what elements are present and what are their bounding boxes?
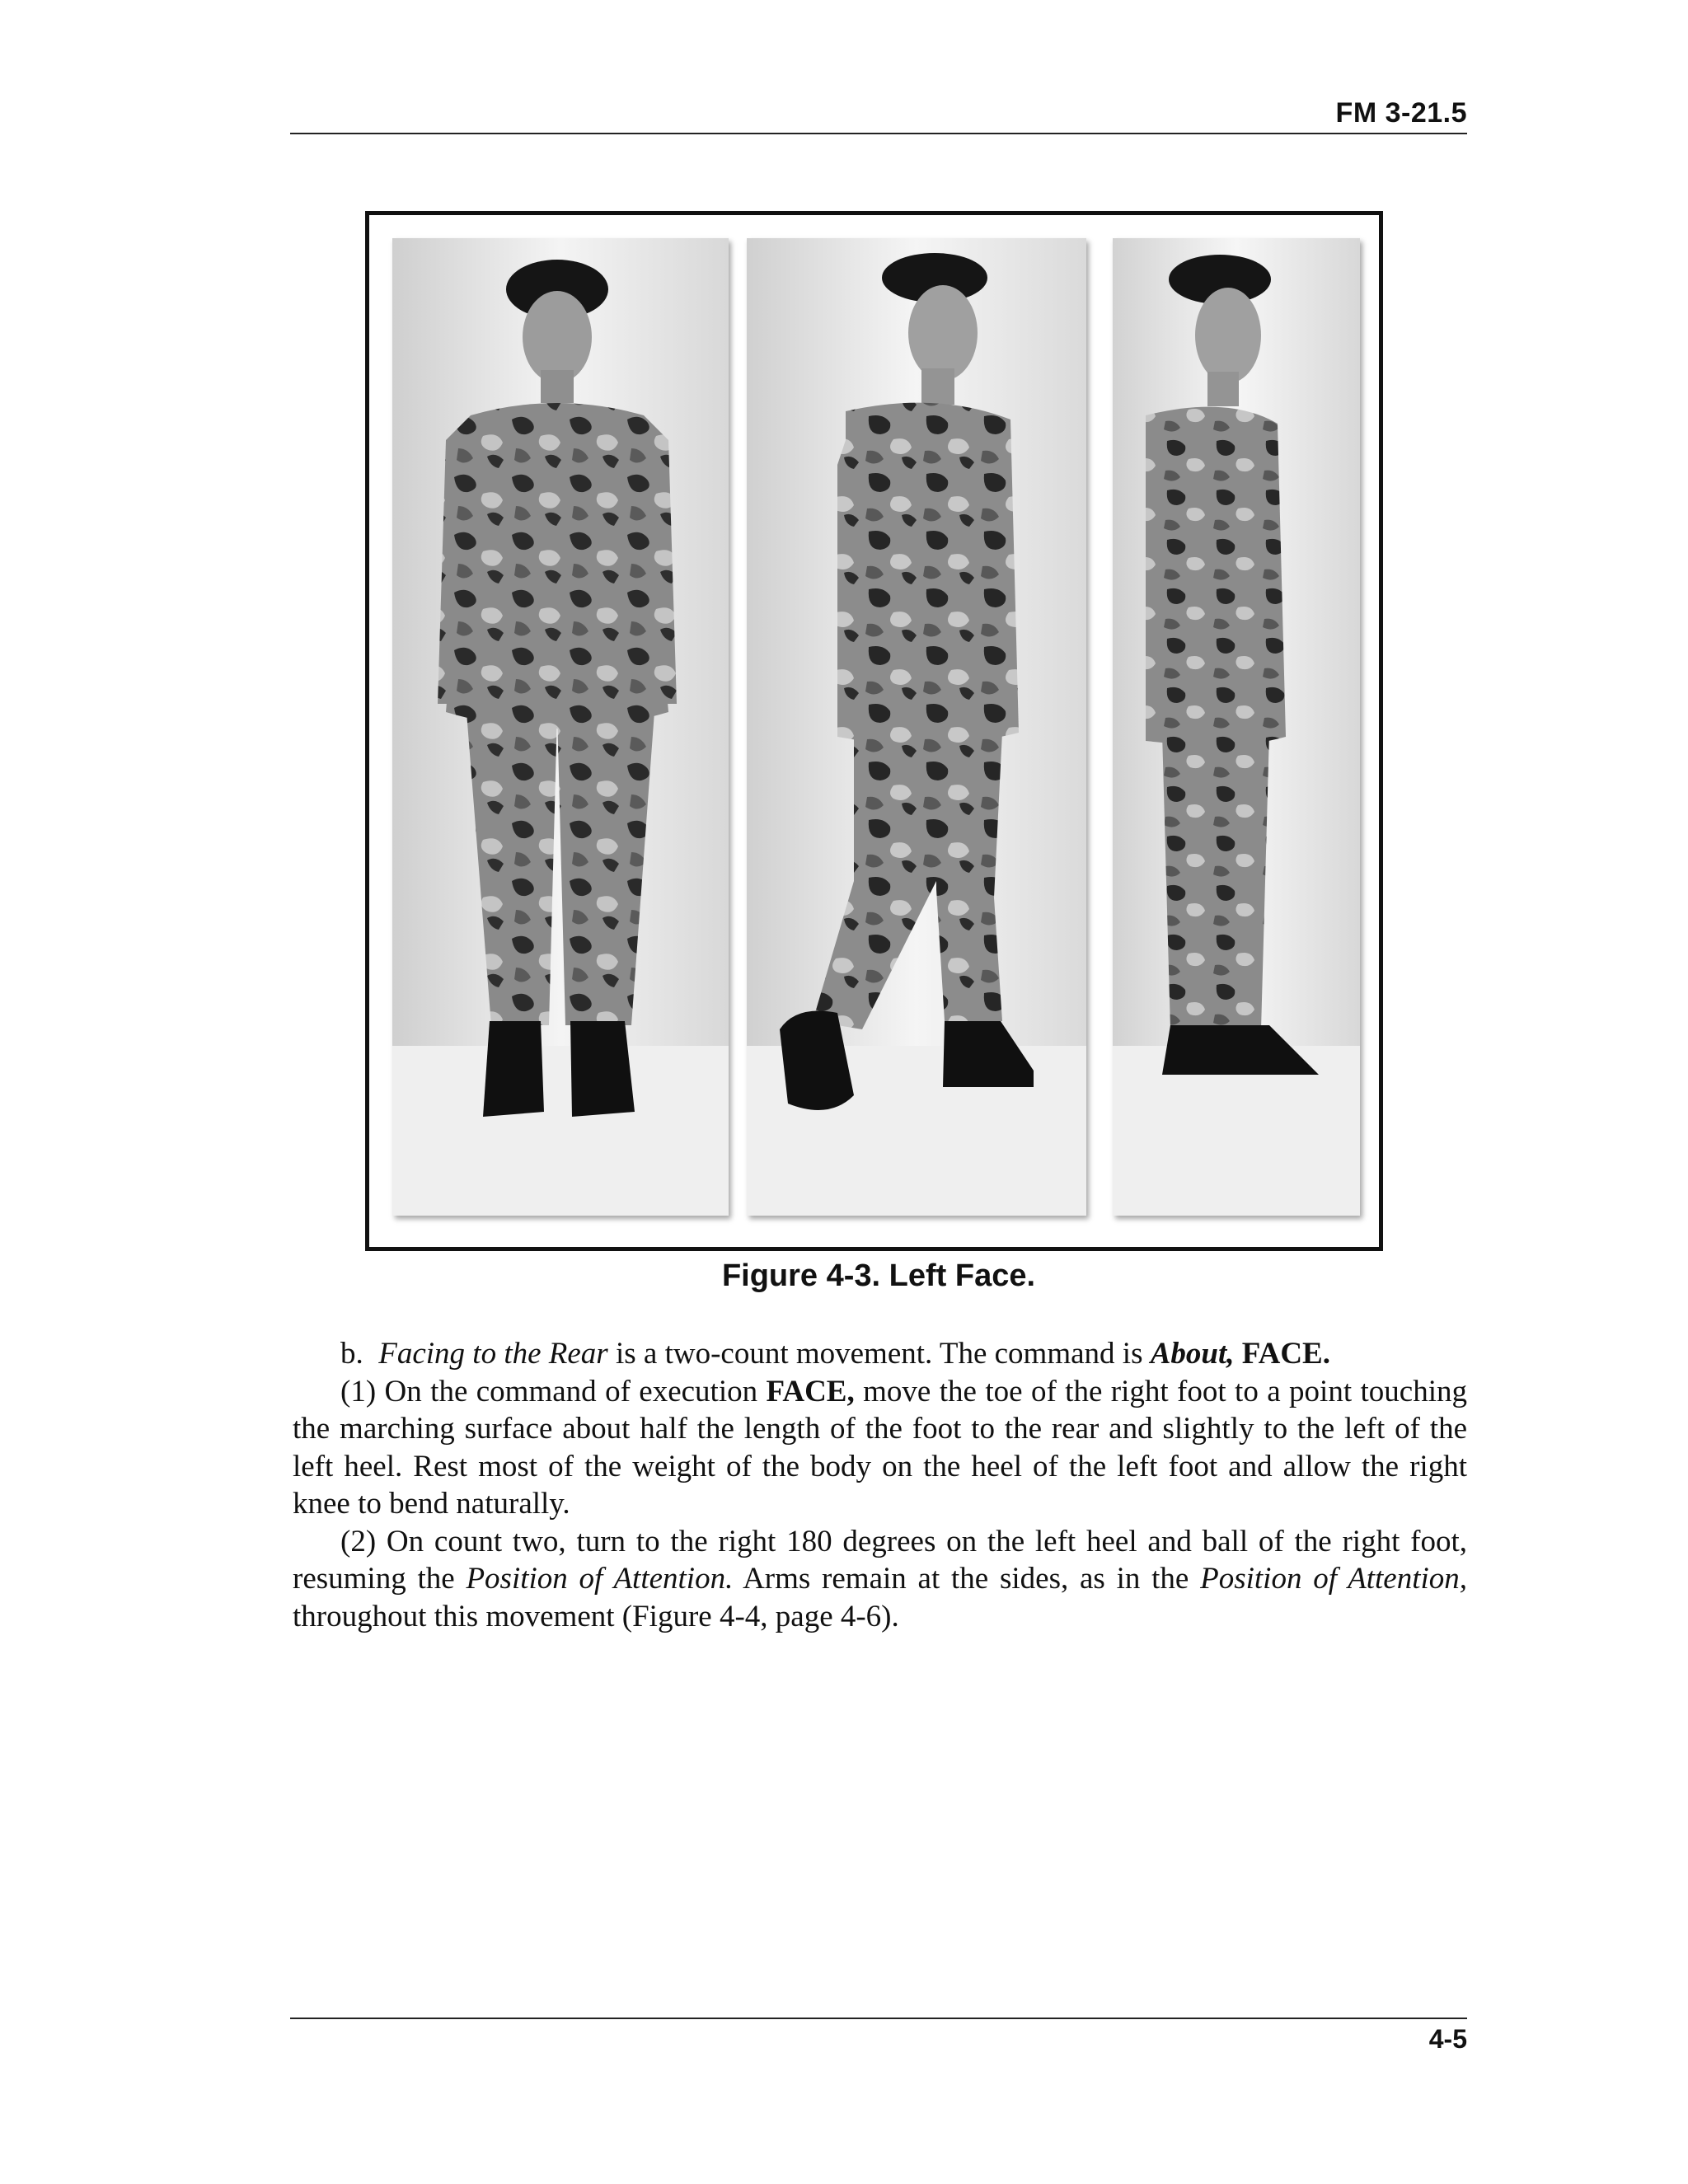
- paragraph-b-text: is a two-count movement. The command is: [607, 1337, 1151, 1371]
- paragraph-b: [293, 1335, 1467, 1373]
- term-position-of-attention-2: Position of Attention,: [1200, 1562, 1468, 1596]
- footer-rule: [290, 2018, 1467, 2019]
- paragraph-2: [293, 1523, 1467, 1636]
- document-id: FM 3-21.5: [1335, 97, 1467, 129]
- photo-front-view: [392, 238, 729, 1216]
- term-position-of-attention-1: Position of Attention.: [466, 1562, 734, 1596]
- term-facing-to-the-rear: Facing to the Rear: [378, 1337, 608, 1371]
- command-about: About,: [1150, 1337, 1235, 1371]
- paragraph-2-suffix: throughout this movement (Figure 4-4, page 4-6).: [293, 1599, 899, 1633]
- paragraph-1-prefix: (1) On the command of execution: [340, 1374, 767, 1408]
- figure-frame: [365, 211, 1383, 1251]
- figure-caption: Figure 4-3. Left Face.: [721, 1258, 1036, 1293]
- page-number: 4-5: [1428, 2024, 1467, 2054]
- header-rule: [290, 133, 1467, 134]
- paragraph-2-mid: Arms remain at the sides, as in the: [733, 1562, 1201, 1596]
- photo-count-one-view: [747, 238, 1086, 1216]
- paragraph-b-label: b.: [340, 1337, 363, 1371]
- body-text: [293, 1335, 1467, 1635]
- photo-count-two-view: [1113, 238, 1360, 1216]
- command-face: FACE.: [1234, 1337, 1330, 1371]
- paragraph-2-prefix: (2) On count two, turn to the right 180 degrees on the left heel and ball of the right foot, resuming the: [293, 1524, 1467, 1596]
- command-face-bold: FACE,: [766, 1374, 855, 1408]
- paragraph-1-text: move the toe of the right foot to a point touching the marching surface about half the length of the foot to the rear and slightly to the left of the left heel. Rest most of the weight of the body on the heel of the left foot and allow the right knee to bend naturally.: [293, 1374, 1467, 1521]
- paragraph-1: [293, 1373, 1467, 1523]
